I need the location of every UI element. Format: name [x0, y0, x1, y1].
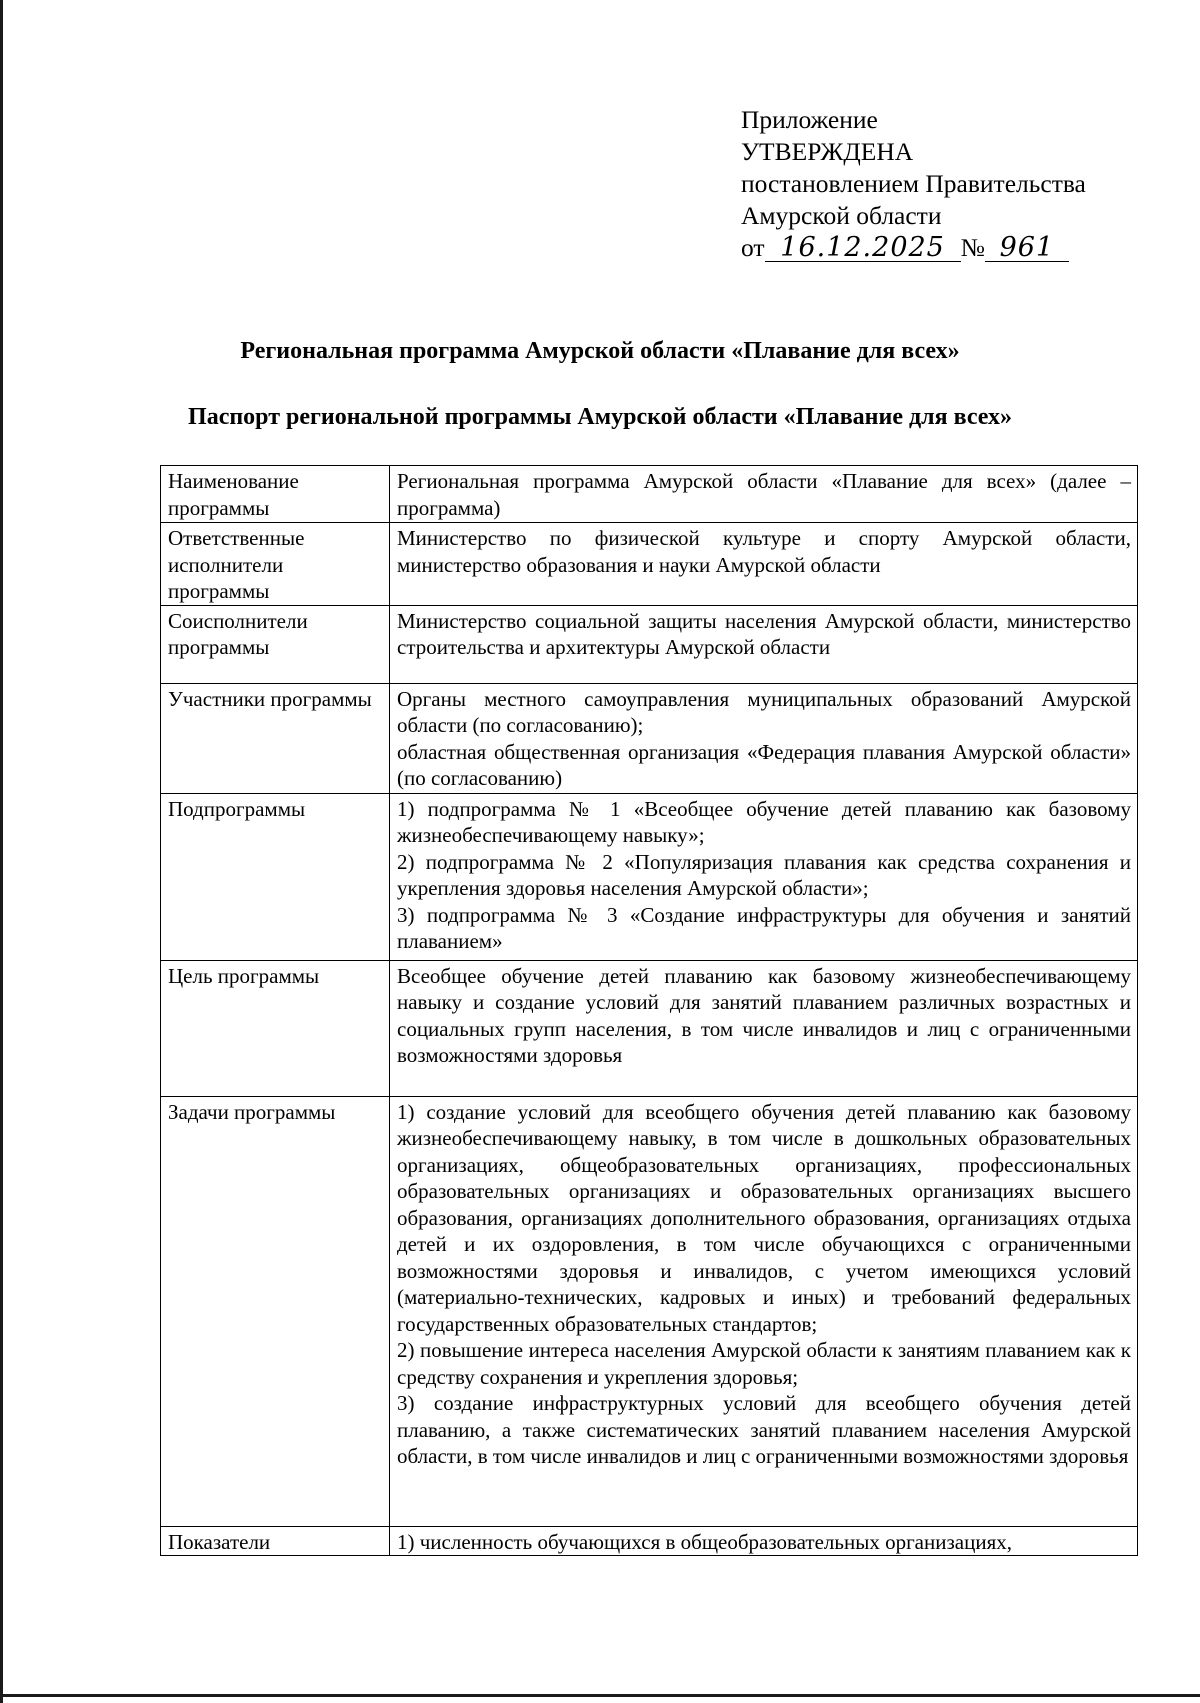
row-paragraph: 1) численность обучающихся в общеобразовательных организациях, — [397, 1529, 1012, 1554]
table-row — [161, 466, 1138, 523]
row-paragraph: 2) подпрограмма № 2 «Популяризация плавания как средства сохранения и укрепления здоровья населения Амурской области»; — [397, 849, 1131, 900]
handwritten-number: 961 — [985, 235, 1069, 262]
row-content — [390, 605, 1138, 683]
row-label: Показатели — [161, 1526, 390, 1556]
row-content — [390, 683, 1138, 793]
row-paragraph: Министерство социальной защиты населения Амурской области, министерство строительства и архитектуры Амурской области — [397, 608, 1131, 659]
table-row — [161, 793, 1138, 960]
passport-title: Паспорт региональной программы Амурской области «Плавание для всех» — [188, 404, 1012, 430]
row-content — [390, 960, 1138, 1096]
row-paragraph: 1) подпрограмма № 1 «Всеобщее обучение детей плаванию как базовому жизнеобеспечивающему навыку»; — [397, 796, 1131, 847]
document-title: Региональная программа Амурской области «Плавание для всех» — [240, 338, 960, 364]
approval-line-appendix: Приложение — [741, 105, 878, 134]
row-content — [390, 1526, 1138, 1556]
row-content — [390, 793, 1138, 960]
row-paragraph: Всеобщее обучение детей плаванию как базовому жизнеобеспечивающему навыку и создание условий для занятий плаванием различных возрастных и социальных групп населения, в том числе инвалидов и лиц с ограниченными возможностями здоровья — [397, 963, 1131, 1067]
row-paragraph: 3) создание инфраструктурных условий для всеобщего обучения детей плаванию, а также систематических занятий плаванием населения Амурской области, в том числе инвалидов и лиц с ограниченными возможностями здоровья — [397, 1391, 1131, 1468]
handwritten-date: 16.12.2025 — [765, 235, 961, 262]
row-label: Ответственные исполнители программы — [161, 523, 390, 606]
table-row — [161, 960, 1138, 1096]
approval-line-resolution: постановлением Правительства — [741, 169, 1086, 198]
approval-line-region: Амурской области — [741, 201, 942, 230]
table-row — [161, 683, 1138, 793]
row-label: Наименование программы — [161, 466, 390, 523]
row-label: Задачи программы — [161, 1096, 390, 1526]
approval-stamp-block — [741, 104, 1086, 264]
scan-bottom-edge — [0, 1694, 1200, 1697]
table-row — [161, 1096, 1138, 1526]
row-paragraph: 3) подпрограмма № 3 «Создание инфраструктуры для обучения и занятий плаванием» — [397, 902, 1131, 953]
table-row — [161, 1526, 1138, 1556]
approval-line-approved: УТВЕРЖДЕНА — [741, 137, 914, 166]
row-paragraph: Региональная программа Амурской области «Плавание для всех» (далее – программа) — [397, 469, 1131, 520]
row-label: Участники программы — [161, 683, 390, 793]
row-content — [390, 466, 1138, 523]
row-content — [390, 1096, 1138, 1526]
approval-line-date-number — [741, 232, 1086, 264]
row-paragraph: 2) повышение интереса населения Амурской области к занятиям плаванием как к средству сохранения и укрепления здоровья; — [397, 1338, 1131, 1389]
row-label: Подпрограммы — [161, 793, 390, 960]
passport-table — [160, 465, 1138, 1556]
row-label: Цель программы — [161, 960, 390, 1096]
table-row — [161, 605, 1138, 683]
scan-left-edge — [0, 0, 3, 1703]
row-content — [390, 523, 1138, 606]
row-paragraph: областная общественная организация «Федерация плавания Амурской области» (по согласованию) — [397, 739, 1131, 790]
row-label: Соисполнители программы — [161, 605, 390, 683]
date-prefix: от — [741, 233, 765, 262]
row-paragraph: Министерство по физической культуре и спорту Амурской области, министерство образования и науки Амурской области — [397, 526, 1131, 577]
table-row — [161, 523, 1138, 606]
row-paragraph: Органы местного самоуправления муниципальных образований Амурской области (по согласованию); — [397, 686, 1131, 737]
number-prefix: № — [960, 233, 985, 262]
row-paragraph: 1) создание условий для всеобщего обучения детей плаванию как базовому жизнеобеспечивающему навыку, в том числе в дошкольных образовательных организациях, общеобразовательных организациях, профессиональных образовательных организациях и образовательных организациях высшего образования, организациях дополнительного образования, организациях отдыха детей и их оздоровления, в том числе обучающихся с ограниченными возможностями здоровья и инвалидов, с учетом имеющихся условий (материально-технических, кадровых и иных) и требований федеральных государственных образовательных стандартов; — [397, 1099, 1131, 1336]
